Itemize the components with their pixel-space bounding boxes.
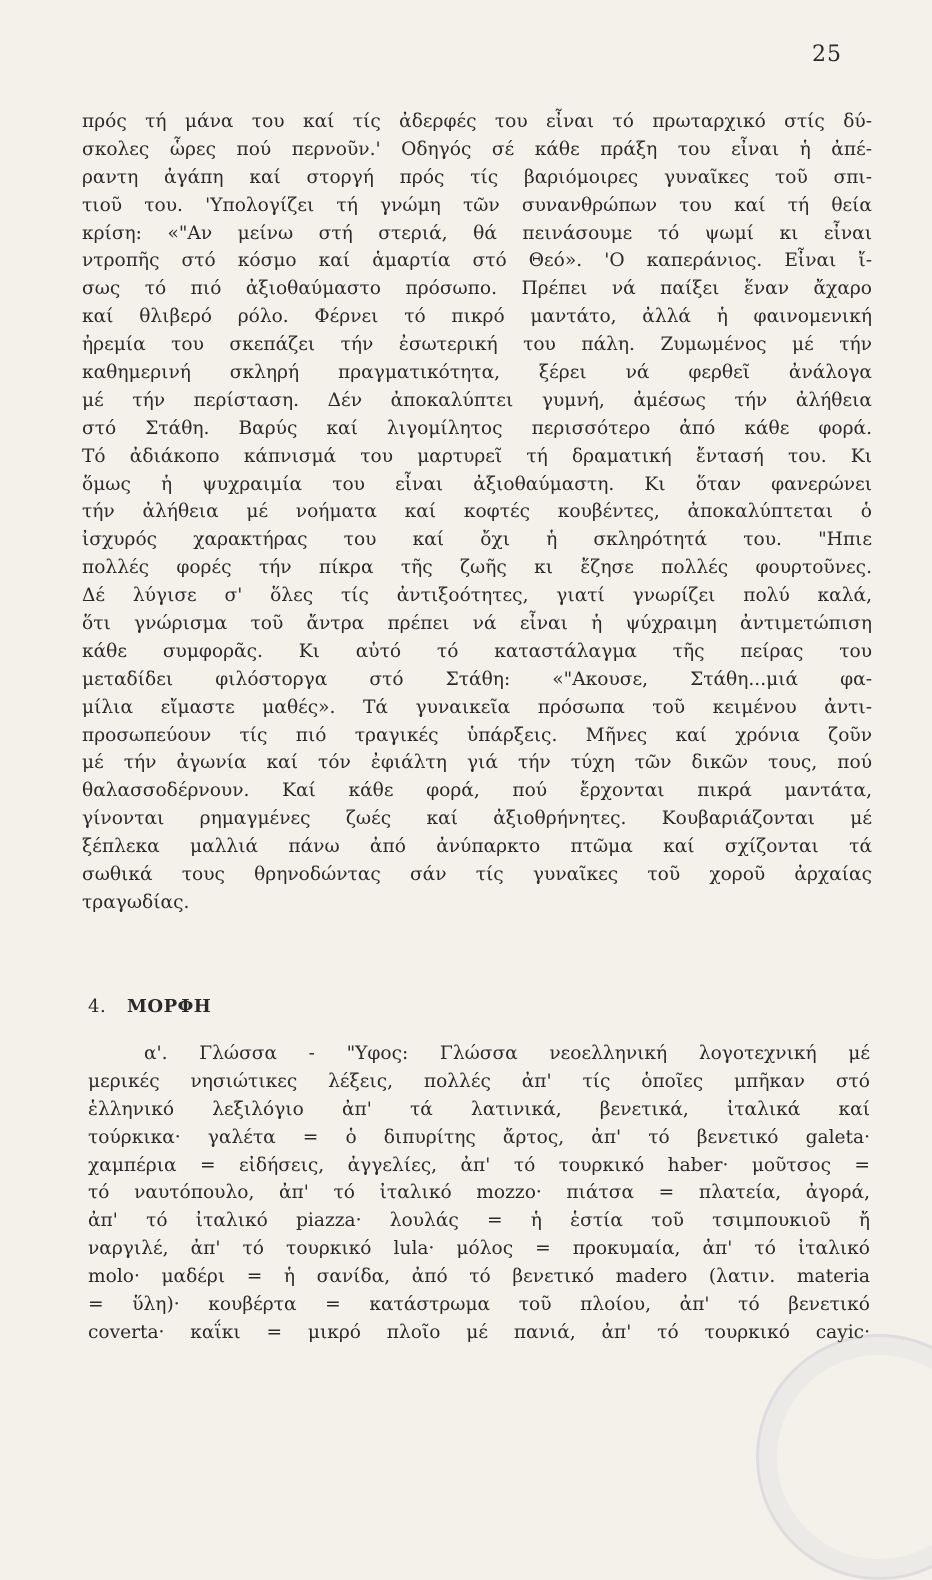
text-line: μίλια εἴμαστε μαθές». Τά γυναικεῖα πρόσωπα τοῦ κειμένου ἀντι-: [82, 696, 872, 718]
text-line: ντροπῆς στό κόσμο καί ἁμαρτία στό Θεό». 'Ο καπεράνιος. Εἶναι ἴ-: [82, 250, 872, 272]
text-line: μέ τήν περίσταση. Δέν ἀποκαλύπτει γυμνή, ἀμέσως τήν ἀλήθεια: [82, 389, 872, 411]
form-section-text: [88, 1040, 870, 1347]
text-line: γίνονται ρημαγμένες ζωές καί ἀξιοθρήνητες. Κουβαριάζονται μέ: [82, 808, 872, 830]
text-line: ραντη ἀγάπη καί στοργή πρός τίς βαριόμοιρες γυναῖκες τοῦ σπι-: [82, 166, 872, 188]
text-line: μερικές νησιώτικες λέξεις, πολλές ἀπ' τίς ὁποῖες μπῆκαν στό: [88, 1070, 870, 1092]
text-line: τήν ἀλήθεια μέ νοήματα καί κοφτές κουβέντες, ἀποκαλύπτεται ὁ: [82, 501, 872, 523]
library-stamp: [756, 1334, 932, 1580]
text-line: προσωπεύουν τίς πιό τραγικές ὑπάρξεις. Μῆνες καί χρόνια ζοῦν: [82, 724, 872, 746]
page-number: 25: [812, 42, 842, 67]
text-line: = ὕλη)· κουβέρτα = κατάστρωμα τοῦ πλοίου, ἀπ' τό βενετικό: [88, 1294, 870, 1316]
text-line: χαμπέρια = εἰδήσεις, ἀγγελίες, ἀπ' τό τουρκικό haber· μοῦτσος =: [88, 1154, 870, 1176]
section-title: ΜΟΡΦΗ: [126, 996, 212, 1017]
text-line: α'. Γλώσσα - "Υφος: Γλώσσα νεοελληνική λογοτεχνική μέ: [144, 1043, 870, 1064]
text-line: ὅμως ἡ ψυχραιμία του εἶναι ἀξιοθαύμαστη. Κι ὅταν φανερώνει: [82, 473, 872, 495]
text-line: μεταδίδει φιλόστοργα στό Στάθη: «"Ακουσε, Στάθη...μιά φα-: [82, 668, 872, 690]
text-line: πρός τή μάνα του καί τίς ἀδερφές του εἶναι τό πρωταρχικό στίς δύ-: [82, 111, 872, 132]
text-line: μέ τήν ἀγωνία καί τόν ἐφιάλτη γιά τήν τύχη τῶν δικῶν τους, πού: [82, 752, 872, 774]
text-line: τραγωδίας.: [82, 891, 190, 913]
text-line: ξέπλεκα μαλλιά πάνω ἀπό ἀνύπαρκτο πτῶμα καί σχίζονται τά: [82, 836, 872, 858]
section-number: 4.: [88, 996, 107, 1017]
text-line: ἑλληνικό λεξιλόγιο ἀπ' τά λατινικά, βενετικά, ἰταλικά καί: [88, 1098, 870, 1120]
text-line: ἀπ' τό ἰταλικό piazza· λουλάς = ἡ ἑστία τοῦ τσιμπουκιοῦ ἤ: [88, 1210, 870, 1232]
text-line: Δέ λύγισε σ' ὅλες τίς ἀντιξοότητες, γιατί γνωρίζει πολύ καλά,: [82, 585, 872, 607]
text-line: καί θλιβερό ρόλο. Φέρνει τό πικρό μαντάτο, ἀλλά ἡ φαινομενική: [82, 306, 872, 328]
text-line: στό Στάθη. Βαρύς καί λιγομίλητος περισσότερο ἀπό κάθε φορά.: [82, 417, 872, 439]
text-line: τιοῦ του. 'Υπολογίζει τή γνώμη τῶν συνανθρώπων του καί τή θεία: [82, 194, 872, 216]
text-line: καθημερινή σκληρή πραγματικότητα, ξέρει νά φερθεῖ ἀνάλογα: [82, 362, 872, 384]
text-line: ὅτι γνώρισμα τοῦ ἄντρα πρέπει νά εἶναι ἡ ψύχραιμη ἀντιμετώπιση: [82, 613, 872, 635]
text-line: κρίση: «"Αν μείνω στή στεριά, θά πεινάσουμε τό ψωμί κι εἶναι: [82, 222, 872, 244]
text-line: θαλασσοδέρνουν. Καί κάθε φορά, πού ἔρχονται πικρά μαντάτα,: [82, 780, 872, 802]
text-line: σωθικά τους θρηνοδώντας σάν τίς γυναῖκες τοῦ χοροῦ ἀρχαίας: [82, 864, 872, 886]
text-line: τούρκικα· γαλέτα = ὁ διπυρίτης ἄρτος, ἀπ' τό βενετικό galeta·: [88, 1126, 870, 1148]
text-line: ἠρεμία του σκεπάζει τήν ἐσωτερική του πάλη. Ζυμωμένος μέ τήν: [82, 334, 872, 356]
text-line: coverta· καΐκι = μικρό πλοῖο μέ πανιά, ἀπ' τό τουρκικό cayic·: [88, 1321, 870, 1343]
section-heading: [88, 996, 211, 1017]
text-line: τό ναυτόπουλο, ἀπ' τό ἰταλικό mozzo· πιάτσα = πλατεία, ἀγορά,: [88, 1182, 870, 1204]
text-line: πολλές φορές τήν πίκρα τῆς ζωῆς κι ἔζησε πολλές φουρτοῦνες.: [82, 557, 872, 579]
text-line: σως τό πιό ἀξιοθαύμαστο πρόσωπο. Πρέπει νά παίξει ἕναν ἄχαρο: [82, 278, 872, 300]
body-text: [82, 108, 872, 917]
text-line: σκολες ὧρες πού περνοῦν.' Οδηγός σέ κάθε πράξη του εἶναι ἡ ἀπέ-: [82, 138, 872, 160]
text-line: ἰσχυρός χαρακτήρας του καί ὄχι ἡ σκληρότητά του. "Ηπιε: [82, 529, 872, 551]
text-line: molo· μαδέρι = ἡ σανίδα, ἀπό τό βενετικό madero (λατιν. materia: [88, 1266, 870, 1288]
text-line: κάθε συμφορᾶς. Κι αὐτό τό καταστάλαγμα τῆς πείρας του: [82, 640, 872, 662]
text-line: Τό ἀδιάκοπο κάπνισμά του μαρτυρεῖ τή δραματική ἔντασή του. Κι: [82, 445, 872, 467]
text-line: ναργιλέ, ἀπ' τό τουρκικό lula· μόλος = προκυμαία, ἀπ' τό ἰταλικό: [88, 1238, 870, 1260]
